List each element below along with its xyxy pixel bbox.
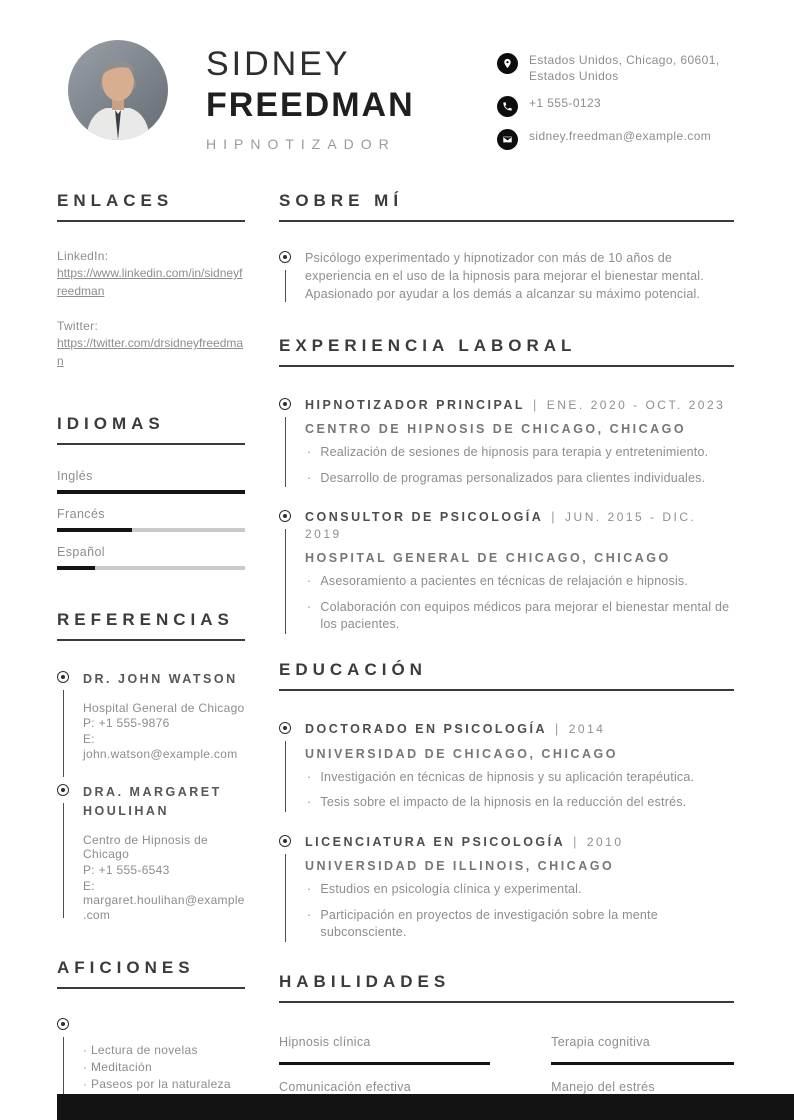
- language-level-bar: [57, 528, 245, 532]
- skill-name: Comunicación efectiva: [279, 1079, 412, 1094]
- language-row: [57, 545, 245, 570]
- linkedin-link[interactable]: https://www.linkedin.com/in/sidneyfreedman: [57, 266, 243, 298]
- link-item-linkedin: [57, 249, 245, 300]
- education-title: EDUCACIÓN: [279, 660, 734, 691]
- education-degree: DOCTORADO EN PSICOLOGÍA: [305, 721, 548, 736]
- link-label: Twitter:: [57, 319, 99, 334]
- hobbies-title: AFICIONES: [57, 958, 245, 989]
- hobby-item: · Paseos por la naturaleza: [83, 1077, 245, 1092]
- skill-item: [551, 1035, 734, 1065]
- contact-location-row: [497, 52, 737, 84]
- experience-dates: ENE. 2020 - OCT. 2023: [546, 397, 726, 412]
- education-school: UNIVERSIDAD DE ILLINOIS, CHICAGO: [305, 859, 615, 874]
- skill-level-bar: [551, 1062, 734, 1065]
- timeline-line: [63, 690, 64, 777]
- experience-bullet: · Realización de sesiones de hipnosis para terapia y entretenimiento.: [305, 444, 734, 462]
- education-bullet: · Investigación en técnicas de hipnosis y su aplicación terapéutica.: [305, 769, 734, 787]
- profile-photo: [68, 40, 168, 140]
- hobby-item: · Lectura de novelas: [83, 1043, 245, 1058]
- about-item: [279, 250, 734, 303]
- education-entry: [279, 721, 734, 812]
- contact-block: [497, 40, 737, 161]
- reference-name: DR. JOHN WATSON: [83, 671, 238, 686]
- skill-item: [279, 1035, 490, 1065]
- reference-email: E: margaret.houlihan@example.com: [83, 878, 245, 922]
- footer-accent-bar: [57, 1094, 794, 1120]
- education-dates: 2010: [586, 834, 624, 849]
- last-name: FREEDMAN: [206, 85, 415, 124]
- reference-item: [57, 670, 245, 761]
- timeline-line: [285, 854, 286, 942]
- reference-item: [57, 783, 245, 922]
- reference-phone: P: +1 555-9876: [83, 716, 170, 731]
- timeline-dot-icon: [57, 784, 69, 796]
- timeline-dot-icon: [279, 251, 291, 263]
- education-bullet: · Estudios en psicología clínica y experimental.: [305, 881, 734, 899]
- section-links: [57, 191, 245, 370]
- contact-email-row: [497, 128, 737, 150]
- link-item-twitter: [57, 319, 245, 370]
- experience-bullet: · Desarrollo de programas personalizados para clientes individuales.: [305, 470, 734, 488]
- section-references: [57, 610, 245, 923]
- section-education: [279, 660, 734, 942]
- language-level-bar: [57, 490, 245, 494]
- timeline-dot-icon: [279, 835, 291, 847]
- experience-bullet: · Asesoramiento a pacientes en técnicas de relajación e hipnosis.: [305, 573, 734, 591]
- skill-name: Terapia cognitiva: [551, 1034, 651, 1049]
- skill-name: Manejo del estrés: [551, 1079, 655, 1094]
- timeline-line: [285, 417, 286, 488]
- experience-dates: JUN. 2015 - DIC. 2019: [305, 510, 697, 541]
- education-school: UNIVERSIDAD DE CHICAGO, CHICAGO: [305, 746, 618, 761]
- reference-org: Hospital General de Chicago: [83, 700, 245, 715]
- timeline-line: [285, 741, 286, 812]
- person-portrait-icon: [68, 40, 168, 140]
- name-block: [206, 40, 415, 152]
- education-degree: LICENCIATURA EN PSICOLOGÍA: [305, 834, 566, 849]
- experience-title: EXPERIENCIA LABORAL: [279, 336, 734, 367]
- language-row: [57, 507, 245, 532]
- location-text: Estados Unidos, Chicago, 60601, Estados Unidos: [529, 53, 720, 84]
- reference-email: E: john.watson@example.com: [83, 731, 238, 761]
- skill-name: Hipnosis clínica: [279, 1034, 371, 1049]
- timeline-line: [63, 803, 64, 918]
- header: [0, 0, 794, 161]
- separator: |: [555, 721, 561, 736]
- email-text: sidney.freedman@example.com: [529, 129, 712, 144]
- education-dates: 2014: [568, 721, 606, 736]
- timeline-dot-icon: [57, 671, 69, 683]
- experience-role: CONSULTOR DE PSICOLOGÍA: [305, 510, 544, 525]
- phone-icon: [497, 96, 518, 117]
- education-entry: [279, 834, 734, 942]
- email-envelope-icon: [497, 129, 518, 150]
- language-level-bar: [57, 566, 245, 570]
- timeline-dot-icon: [279, 722, 291, 734]
- twitter-link[interactable]: https://twitter.com/drsidneyfreedman: [57, 336, 244, 368]
- location-pin-icon: [497, 53, 518, 74]
- language-name: Español: [57, 544, 105, 559]
- experience-company: CENTRO DE HIPNOSIS DE CHICAGO, CHICAGO: [305, 422, 687, 437]
- languages-title: IDIOMAS: [57, 414, 245, 445]
- experience-role: HIPNOTIZADOR PRINCIPAL: [305, 397, 526, 412]
- contact-phone-row: [497, 95, 737, 117]
- timeline-line: [285, 270, 286, 301]
- reference-phone: P: +1 555-6543: [83, 862, 170, 877]
- links-title: ENLACES: [57, 191, 245, 222]
- first-name: SIDNEY: [206, 45, 351, 83]
- language-row: [57, 469, 245, 494]
- timeline-dot-icon: [279, 398, 291, 410]
- phone-text: +1 555-0123: [529, 96, 602, 111]
- about-text: Psicólogo experimentado y hipnotizador con más de 10 años de experiencia en el uso de la hipnosis para mejorar el bienestar mental. Apasionado por ayudar a los demás a alcanzar su máximo potencial.: [305, 251, 704, 301]
- job-title: HIPNOTIZADOR: [206, 135, 396, 152]
- education-bullet: · Tesis sobre el impacto de la hipnosis en la reducción del estrés.: [305, 794, 734, 812]
- timeline-line: [285, 529, 286, 634]
- language-name: Francés: [57, 506, 105, 521]
- hobby-item: · Meditación: [83, 1060, 245, 1075]
- timeline-dot-icon: [279, 510, 291, 522]
- timeline-dot-icon: [57, 1018, 69, 1030]
- link-label: LinkedIn:: [57, 249, 109, 264]
- skills-title: HABILIDADES: [279, 972, 734, 1003]
- skill-level-bar: [279, 1062, 490, 1065]
- section-about: [279, 191, 734, 303]
- language-name: Inglés: [57, 468, 93, 483]
- left-column: [57, 191, 245, 1120]
- experience-company: HOSPITAL GENERAL DE CHICAGO, CHICAGO: [305, 551, 671, 566]
- references-title: REFERENCIAS: [57, 610, 245, 641]
- separator: |: [551, 510, 558, 525]
- content-columns: [0, 191, 794, 1120]
- reference-org: Centro de Hipnosis de Chicago: [83, 832, 209, 862]
- about-title: SOBRE MÍ: [279, 191, 734, 222]
- separator: |: [533, 397, 539, 412]
- experience-entry: [279, 509, 734, 634]
- section-experience: [279, 336, 734, 634]
- separator: |: [573, 834, 579, 849]
- experience-entry: [279, 397, 734, 488]
- education-bullet: · Participación en proyectos de investigación sobre la mente subconsciente.: [305, 907, 734, 942]
- section-languages: [57, 414, 245, 570]
- experience-bullet: · Colaboración con equipos médicos para mejorar el bienestar mental de los pacientes.: [305, 599, 734, 634]
- right-column: [279, 191, 734, 1120]
- reference-name: DRA. MARGARET HOULIHAN: [83, 785, 222, 818]
